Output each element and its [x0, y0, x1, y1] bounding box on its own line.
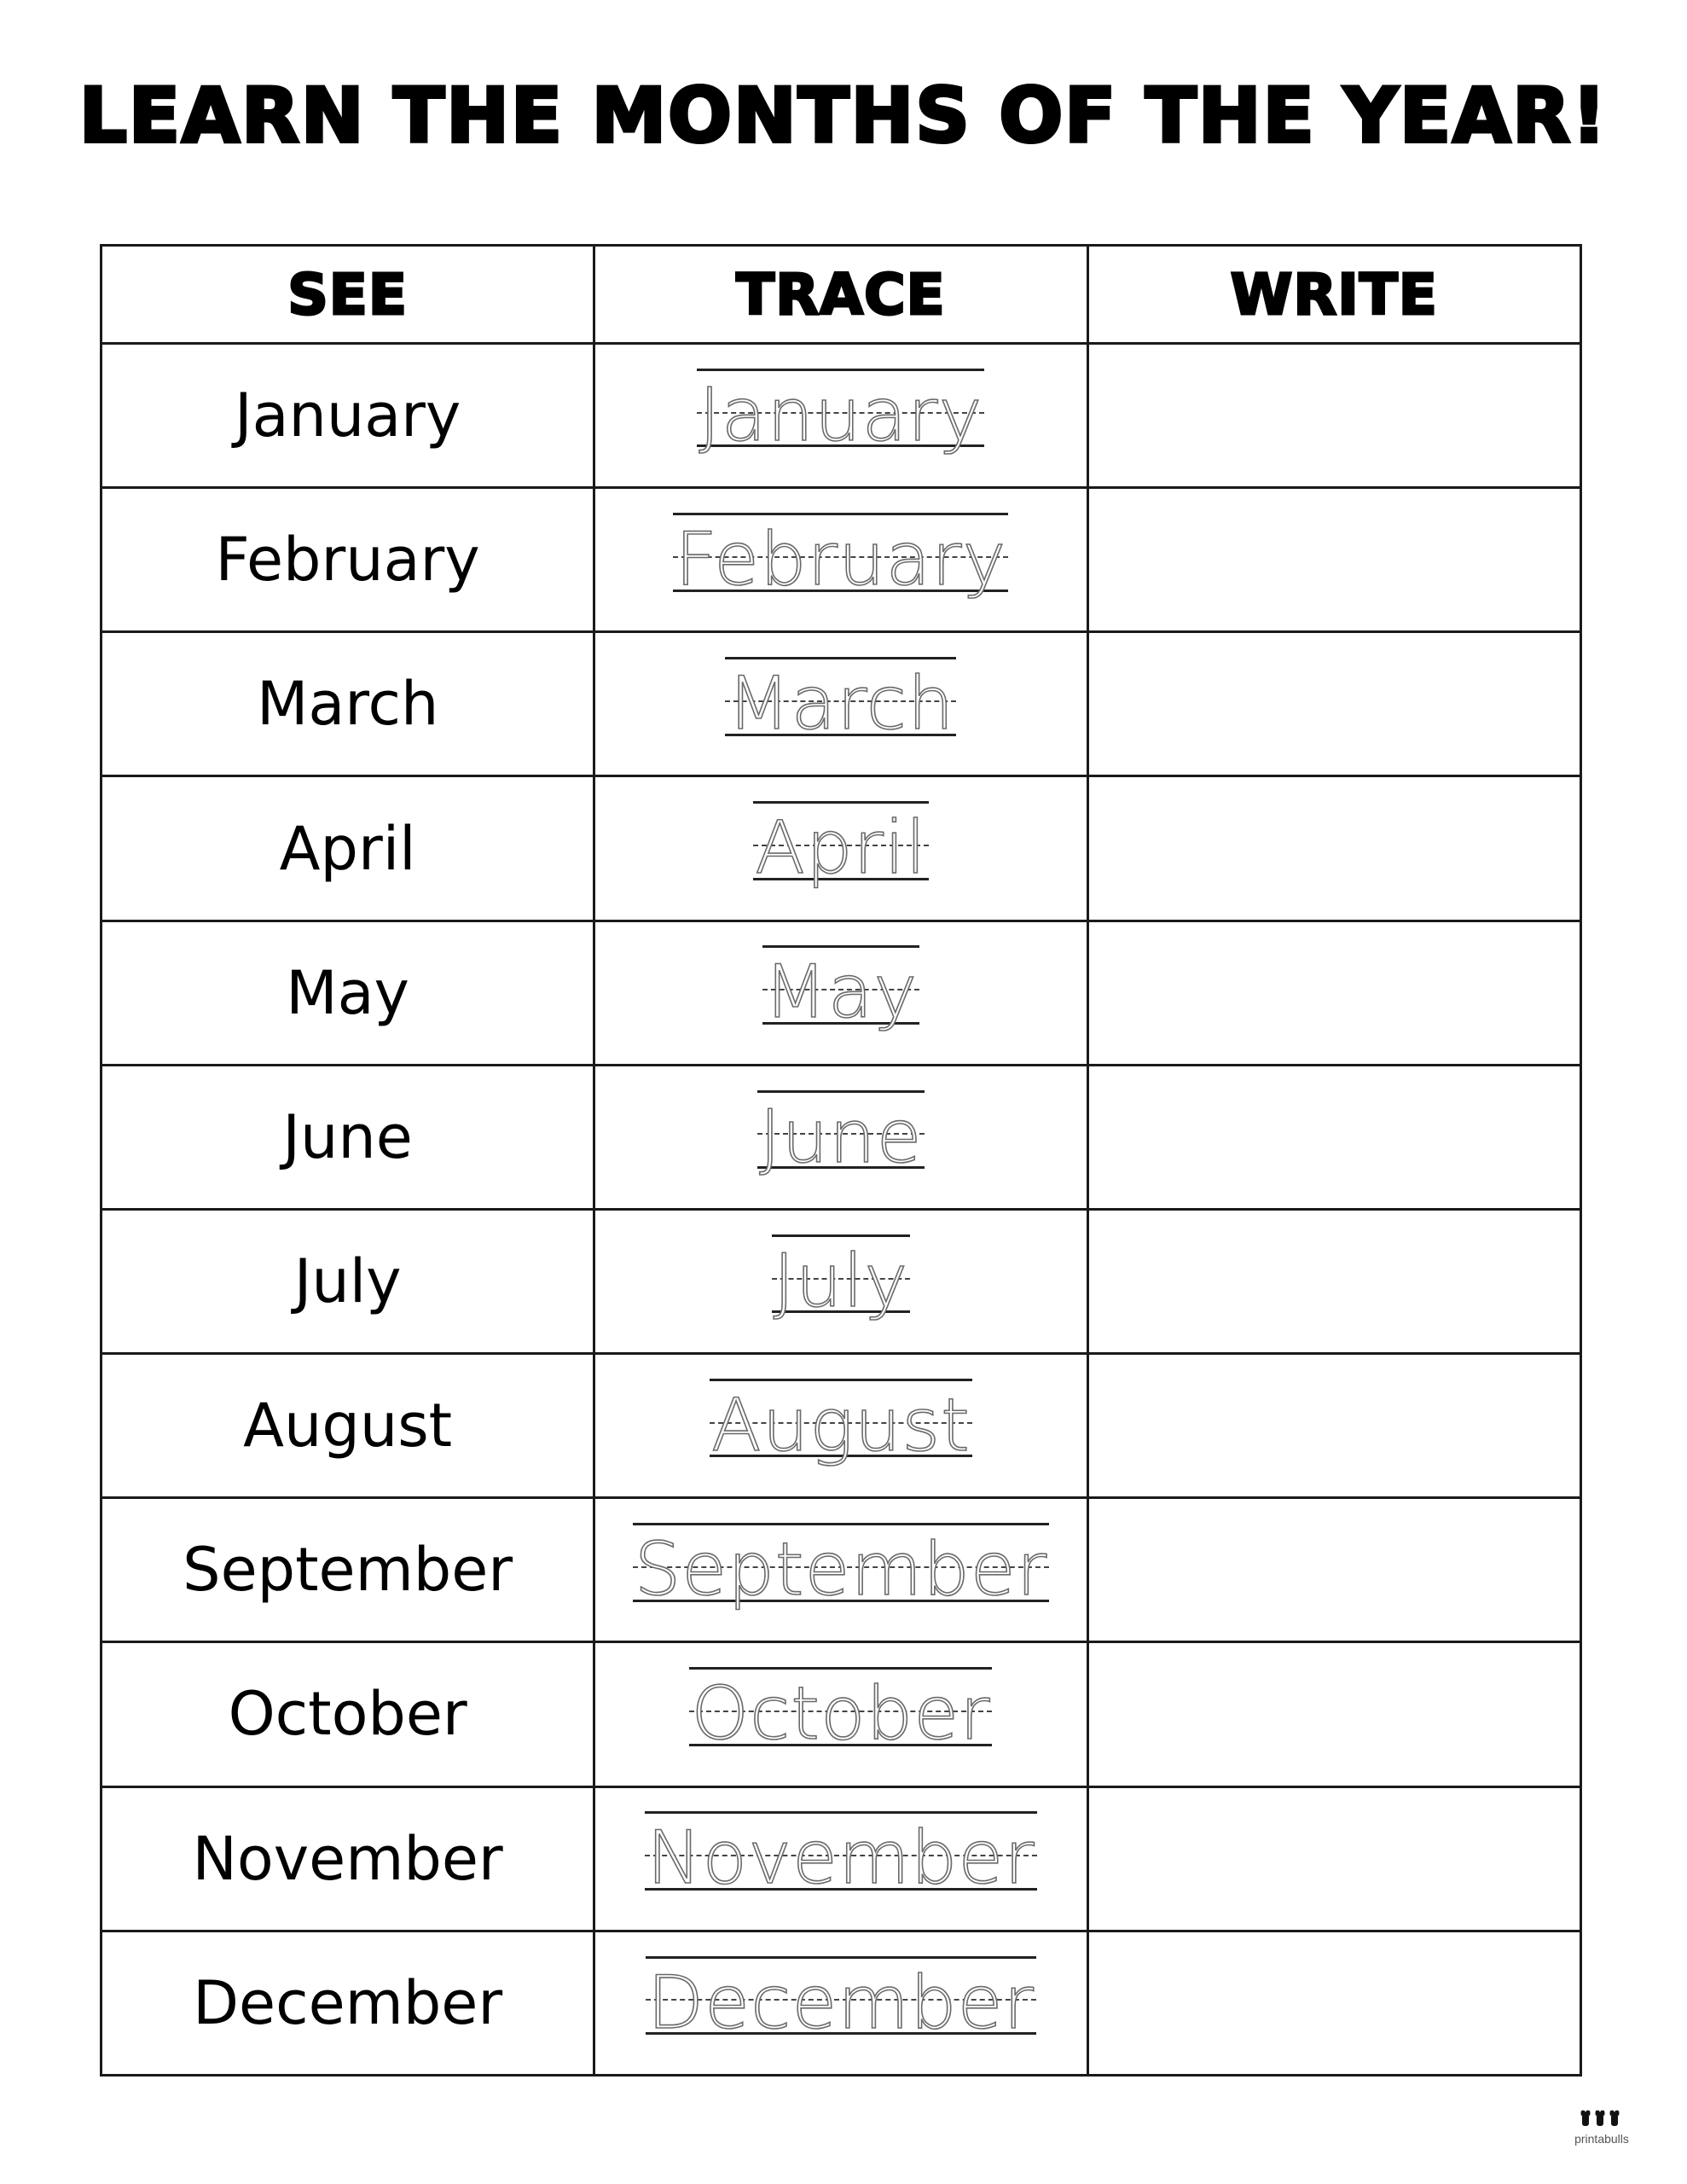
trace-word: July [773, 1238, 909, 1324]
guide-line-top [757, 1090, 924, 1093]
trace-guide [689, 1667, 992, 1762]
table-row [101, 344, 1581, 488]
see-cell: April [101, 776, 594, 921]
trace-cell [594, 1065, 1087, 1209]
table-row [101, 1065, 1581, 1209]
logo-text: printabulls [1574, 2132, 1629, 2146]
guide-line-top [762, 945, 920, 948]
trace-cell [594, 1209, 1087, 1353]
trace-guide [710, 1379, 972, 1473]
guide-line-top [772, 1234, 911, 1237]
table-row [101, 1931, 1581, 2075]
trace-guide [645, 1811, 1036, 1906]
trace-word: March [727, 661, 955, 747]
see-cell: November [101, 1786, 594, 1931]
table-row [101, 1786, 1581, 1931]
trace-cell [594, 776, 1087, 921]
trace-word: June [759, 1094, 923, 1180]
see-cell: May [101, 921, 594, 1065]
trace-guide [725, 657, 956, 752]
table-row [101, 1642, 1581, 1786]
guide-line-top [673, 513, 1008, 515]
write-cell[interactable] [1087, 632, 1580, 776]
trace-cell [594, 1498, 1087, 1642]
see-cell: October [101, 1642, 594, 1786]
see-cell: March [101, 632, 594, 776]
months-table [100, 244, 1582, 2077]
trace-cell [594, 632, 1087, 776]
worksheet-title: LEARN THE MONTHS OF THE YEAR! [78, 72, 1609, 160]
guide-line-top [725, 657, 956, 659]
see-cell: August [101, 1354, 594, 1498]
trace-word: January [699, 372, 983, 458]
write-cell[interactable] [1087, 921, 1580, 1065]
trace-guide [697, 369, 984, 463]
write-cell[interactable] [1087, 1065, 1580, 1209]
trace-word: September [634, 1527, 1048, 1613]
write-cell[interactable] [1087, 1354, 1580, 1498]
table-row [101, 921, 1581, 1065]
trace-guide [753, 801, 929, 896]
table-row [101, 1209, 1581, 1353]
trace-cell [594, 921, 1087, 1065]
trace-guide [757, 1090, 924, 1185]
trace-word: April [755, 805, 927, 892]
write-cell[interactable] [1087, 1498, 1580, 1642]
trace-word: October [691, 1671, 991, 1757]
see-cell: June [101, 1065, 594, 1209]
header-trace: TRACE [594, 246, 1087, 344]
trace-cell [594, 488, 1087, 632]
trace-cell [594, 344, 1087, 488]
table-row [101, 1354, 1581, 1498]
table-row [101, 1498, 1581, 1642]
bull-logo-icon [1578, 2107, 1626, 2131]
table-row [101, 632, 1581, 776]
trace-word: December [646, 1960, 1035, 2046]
see-cell: September [101, 1498, 594, 1642]
see-cell: February [101, 488, 594, 632]
write-cell[interactable] [1087, 1209, 1580, 1353]
trace-guide [673, 513, 1008, 607]
trace-cell [594, 1931, 1087, 2075]
trace-guide [772, 1234, 911, 1329]
guide-line-top [633, 1523, 1049, 1525]
guide-line-top [710, 1379, 972, 1381]
header-row [101, 246, 1581, 344]
write-cell[interactable] [1087, 1931, 1580, 2075]
printabulls-logo [1568, 2107, 1636, 2158]
trace-word: November [646, 1815, 1035, 1902]
trace-cell [594, 1354, 1087, 1498]
write-cell[interactable] [1087, 344, 1580, 488]
guide-line-top [697, 369, 984, 371]
trace-cell [594, 1786, 1087, 1931]
guide-line-top [753, 801, 929, 804]
table-row [101, 488, 1581, 632]
trace-guide [762, 945, 920, 1040]
trace-guide [646, 1956, 1036, 2051]
see-cell: January [101, 344, 594, 488]
write-cell[interactable] [1087, 1786, 1580, 1931]
table-row [101, 776, 1581, 921]
write-cell[interactable] [1087, 488, 1580, 632]
trace-cell [594, 1642, 1087, 1786]
trace-word: May [763, 950, 919, 1036]
trace-word: August [710, 1382, 971, 1468]
guide-line-top [689, 1667, 992, 1670]
trace-guide [633, 1523, 1049, 1618]
trace-word: February [675, 516, 1007, 602]
write-cell[interactable] [1087, 776, 1580, 921]
write-cell[interactable] [1087, 1642, 1580, 1786]
header-see: SEE [101, 246, 594, 344]
guide-line-top [646, 1956, 1036, 1959]
header-write: WRITE [1087, 246, 1580, 344]
see-cell: July [101, 1209, 594, 1353]
see-cell: December [101, 1931, 594, 2075]
guide-line-top [645, 1811, 1036, 1814]
